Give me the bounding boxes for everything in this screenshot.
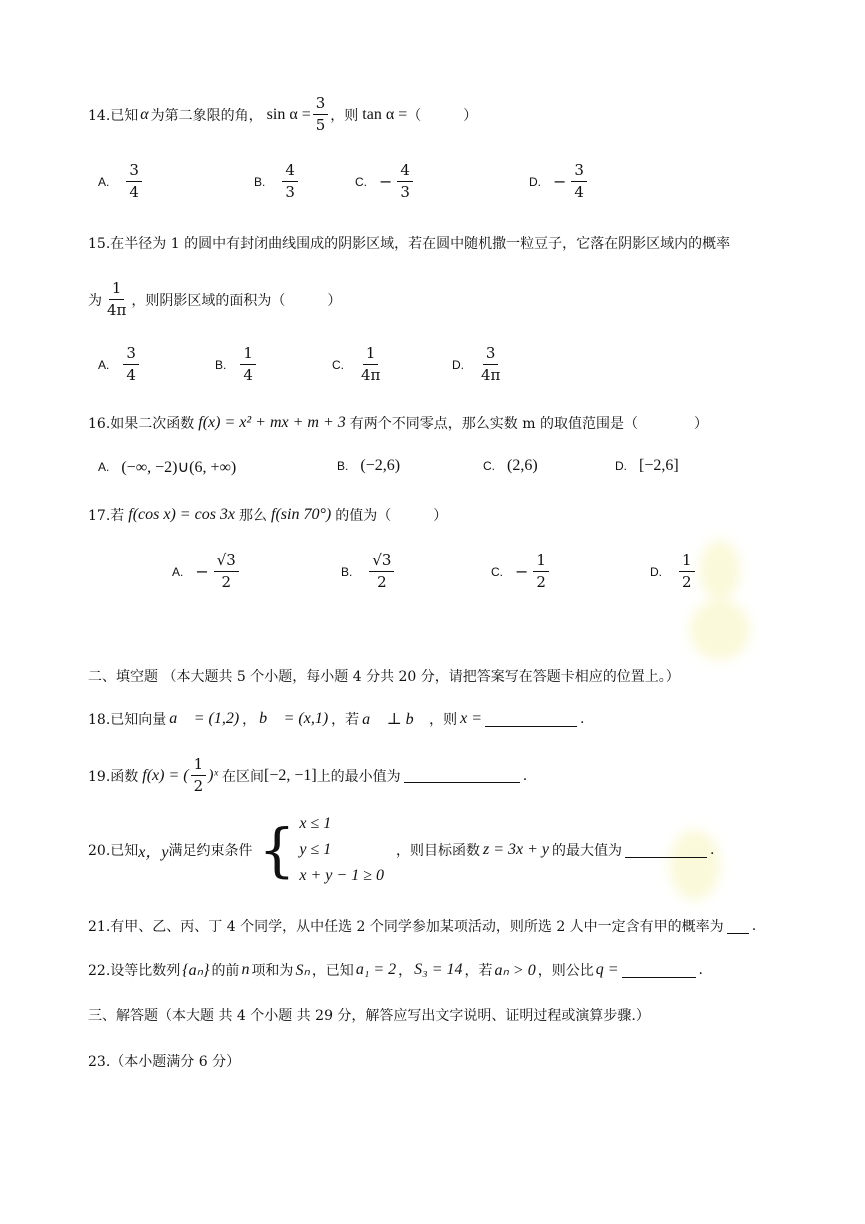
q14-option-d: [529, 163, 589, 200]
q14-paren: （ ）: [407, 107, 478, 124]
option-num: 1: [363, 346, 379, 365]
option-fraction: [358, 346, 383, 383]
q15-option-a: [98, 346, 141, 383]
option-label: D.: [650, 564, 662, 579]
option-label: B.: [254, 174, 266, 189]
q18-vector-a: a⃗ = (1,2): [169, 710, 240, 727]
option-den: 2: [536, 573, 546, 591]
q20-end: .: [710, 842, 715, 858]
q20-mid: 满足约束条件: [168, 843, 253, 859]
q23-title: 23.（本小题满分 6 分）: [88, 1054, 241, 1070]
option-label: A.: [98, 174, 110, 189]
option-label: A.: [98, 460, 110, 474]
q17-option-d: [650, 553, 697, 590]
q22-mid4: ，若: [464, 963, 493, 979]
q14-sin: sin α =: [266, 105, 311, 123]
option-num: 1: [240, 346, 256, 365]
option-num: 3: [483, 346, 499, 365]
option-sign: −: [379, 172, 393, 191]
q20-objective: z = 3x + y: [482, 841, 549, 858]
option-num: √3: [369, 553, 394, 572]
q18-mid: ，若: [331, 712, 360, 728]
q16-prefix: 16.如果二次函数: [88, 416, 195, 432]
question-18: [88, 709, 584, 729]
q22-mid3: ，已知: [311, 963, 354, 979]
q14-den: 5: [315, 116, 326, 134]
q22-an: aₙ > 0: [494, 962, 536, 979]
question-16: [88, 413, 708, 433]
option-sign: −: [195, 562, 209, 581]
q20-constraint-system: [258, 815, 383, 885]
option-den: 4: [243, 366, 253, 384]
watermark-blob: [690, 600, 750, 660]
q20-constraint-rows: [299, 815, 384, 885]
q22-end: .: [698, 962, 703, 978]
option-text: [−2,6]: [639, 457, 679, 474]
option-fraction: [571, 163, 587, 200]
option-label: C.: [355, 174, 367, 189]
option-den: 4π: [361, 366, 381, 384]
q16-option-a: [98, 457, 236, 477]
q20-constraint: y ≤ 1: [299, 841, 332, 858]
q15-suffix: ，则阴影区域的面积为（ ）: [131, 292, 342, 309]
q14-fraction: [313, 96, 329, 133]
q22-mid1: 的前: [211, 963, 240, 979]
question-19: [88, 757, 527, 794]
q17-expr1: f(cos x) = cos 3x: [128, 506, 236, 523]
q18-x: x =: [460, 710, 483, 727]
question-23: [88, 1051, 240, 1071]
section-answer-heading: [88, 1005, 650, 1025]
option-fraction: [478, 346, 503, 383]
option-label: B.: [341, 564, 353, 579]
q19-end: .: [522, 767, 528, 784]
q14-mid2: ，则: [330, 107, 359, 124]
q22-S3: S₃ = 14: [414, 961, 463, 978]
q18-sep: ，: [242, 712, 257, 728]
q22-mid5: ，则公比: [537, 963, 594, 979]
option-den: 4π: [481, 366, 501, 384]
q15-line1: 15.在半径为 1 的圆中有封闭曲线围成的阴影区域，若在圆中随机撒一粒豆子，它落在阴影区域内的概率: [88, 236, 731, 252]
option-label: A.: [98, 357, 110, 372]
q21-answer-blank[interactable]: [727, 919, 749, 934]
q17-mid: 那么: [239, 508, 268, 524]
q22-sep: ，: [398, 963, 413, 979]
option-fraction: [369, 553, 394, 590]
q19-prefix: 19.函数: [88, 768, 139, 785]
q19-num: 1: [191, 757, 207, 776]
q14-option-a: [98, 163, 144, 200]
option-fraction: [679, 553, 695, 590]
q14-tan: tan α =: [362, 105, 408, 123]
q22-mid2: 项和为: [251, 963, 294, 979]
option-fraction: [397, 163, 413, 200]
q22-Sn: Sₙ: [295, 962, 310, 979]
question-17: [88, 505, 447, 525]
q19-suffix: 上的最小值为: [316, 768, 401, 785]
option-fraction: [214, 553, 239, 590]
option-fraction: [123, 346, 139, 383]
option-label: D.: [615, 459, 627, 473]
q15-num: 1: [109, 281, 125, 300]
option-text: (−2,6): [360, 457, 401, 474]
q20-constraint: x ≤ 1: [299, 815, 332, 832]
option-num: 3: [571, 163, 587, 182]
q17-option-a: [172, 553, 241, 590]
q19-interval: [−2, −1]: [263, 766, 317, 784]
q20-prefix: 20.已知: [88, 843, 139, 859]
option-num: 4: [282, 163, 298, 182]
q19-function: f(x) = (: [142, 766, 189, 784]
option-num: √3: [214, 553, 239, 572]
option-den: 2: [221, 573, 232, 591]
q19-answer-blank[interactable]: [404, 768, 520, 783]
q16-suffix: 有两个不同零点，那么实数 m 的取值范围是（ ）: [349, 416, 708, 432]
q22-sequence: {aₙ}: [182, 962, 210, 979]
q14-alpha: α: [140, 105, 149, 123]
q22-prefix: 22.设等比数列: [88, 963, 181, 979]
option-num: 4: [397, 163, 413, 182]
q14-option-c: [355, 163, 415, 200]
option-den: 3: [285, 183, 295, 201]
q18-end: .: [580, 711, 585, 727]
option-fraction: [126, 163, 142, 200]
option-label: D.: [452, 357, 464, 372]
q17-prefix: 17.若: [88, 508, 125, 524]
q17-option-c: [491, 553, 551, 590]
q14-mid1: 为第二象限的角，: [150, 107, 263, 124]
q19-mid: 在区间: [221, 768, 264, 785]
q15-prefix: 为: [88, 292, 102, 309]
q18-perp: a⃗ ⊥ b⃗: [362, 711, 427, 728]
option-label: B.: [215, 357, 227, 372]
option-den: 4: [574, 183, 584, 201]
q19-close: )ˣ: [208, 766, 218, 784]
q18-then: ，则: [429, 712, 458, 728]
question-21: [88, 916, 756, 936]
q20-constraint: x + y − 1 ≥ 0: [299, 867, 384, 884]
option-den: 3: [400, 183, 410, 201]
option-fraction: [240, 346, 256, 383]
question-15-line2: [88, 281, 341, 318]
section-fill-in-heading: [88, 666, 680, 686]
option-sign: −: [515, 562, 529, 581]
q14-prefix: 14.已知: [88, 107, 139, 124]
question-15-line1: [88, 233, 730, 253]
option-label: D.: [529, 174, 541, 189]
option-den: 2: [377, 573, 387, 591]
q15-den: 4π: [107, 301, 127, 319]
option-text: (2,6): [507, 457, 538, 474]
section2-title: 二、填空题 （本大题共 5 个小题，每小题 4 分共 20 分，请把答案写在答题卡相应的位置上。）: [88, 669, 680, 685]
q20-suffix: 的最大值为: [552, 843, 622, 859]
q21-end: .: [751, 918, 757, 934]
option-label: A.: [172, 564, 184, 579]
q20-vars: x，y: [138, 843, 169, 861]
q18-vector-b: b⃗ = (x,1): [259, 710, 329, 727]
q20-answer-blank[interactable]: [625, 843, 707, 858]
q19-den: 2: [193, 777, 204, 795]
brace-icon: {: [258, 816, 296, 884]
q22-answer-blank[interactable]: [622, 963, 696, 978]
option-label: B.: [337, 459, 349, 473]
option-label: C.: [491, 564, 503, 579]
question-14: [88, 96, 477, 133]
watermark-blob: [700, 540, 740, 600]
q16-option-c: [483, 457, 538, 475]
q22-q: q =: [595, 961, 619, 978]
option-den: 2: [682, 573, 692, 591]
q17-suffix: 的值为（ ）: [335, 508, 448, 524]
q15-option-b: [215, 346, 258, 383]
q14-num: 3: [313, 96, 329, 115]
question-20: [88, 815, 714, 885]
q16-option-b: [337, 457, 400, 475]
option-num: 3: [126, 163, 142, 182]
option-sign: −: [553, 172, 567, 191]
q17-expr2: f(sin 70°): [271, 506, 332, 523]
option-label: C.: [332, 357, 344, 372]
option-num: 1: [679, 553, 695, 572]
q21-text: 21.有甲、乙、丙、丁 4 个同学，从中任选 2 个同学参加某项活动，则所选 2 人中一定含有甲的概率为: [88, 919, 724, 935]
q18-answer-blank[interactable]: [485, 712, 577, 727]
option-label: C.: [483, 459, 495, 473]
q16-option-d: [615, 457, 679, 475]
q20-objective-prefix: ，则目标函数: [395, 843, 480, 859]
option-fraction: [282, 163, 298, 200]
q17-option-b: [341, 553, 396, 590]
q16-function: f(x) = x² + mx + m + 3: [198, 414, 346, 431]
option-fraction: [533, 553, 549, 590]
q14-option-b: [254, 163, 300, 200]
q18-prefix: 18.已知向量: [88, 712, 167, 728]
option-den: 4: [126, 366, 136, 384]
q22-n: n: [241, 961, 250, 978]
q19-fraction: [191, 757, 207, 794]
option-text: (−∞, −2)∪(6, +∞): [121, 459, 237, 476]
option-den: 4: [129, 183, 139, 201]
q22-a1: a₁ = 2: [355, 961, 397, 978]
section3-title: 三、解答题（本大题 共 4 个小题 共 29 分，解答应写出文字说明、证明过程或演算步骤.）: [88, 1008, 650, 1024]
q15-option-d: [452, 346, 505, 383]
q15-option-c: [332, 346, 385, 383]
q15-fraction: [104, 281, 129, 318]
option-num: 3: [123, 346, 139, 365]
question-22: [88, 960, 703, 980]
option-num: 1: [533, 553, 549, 572]
